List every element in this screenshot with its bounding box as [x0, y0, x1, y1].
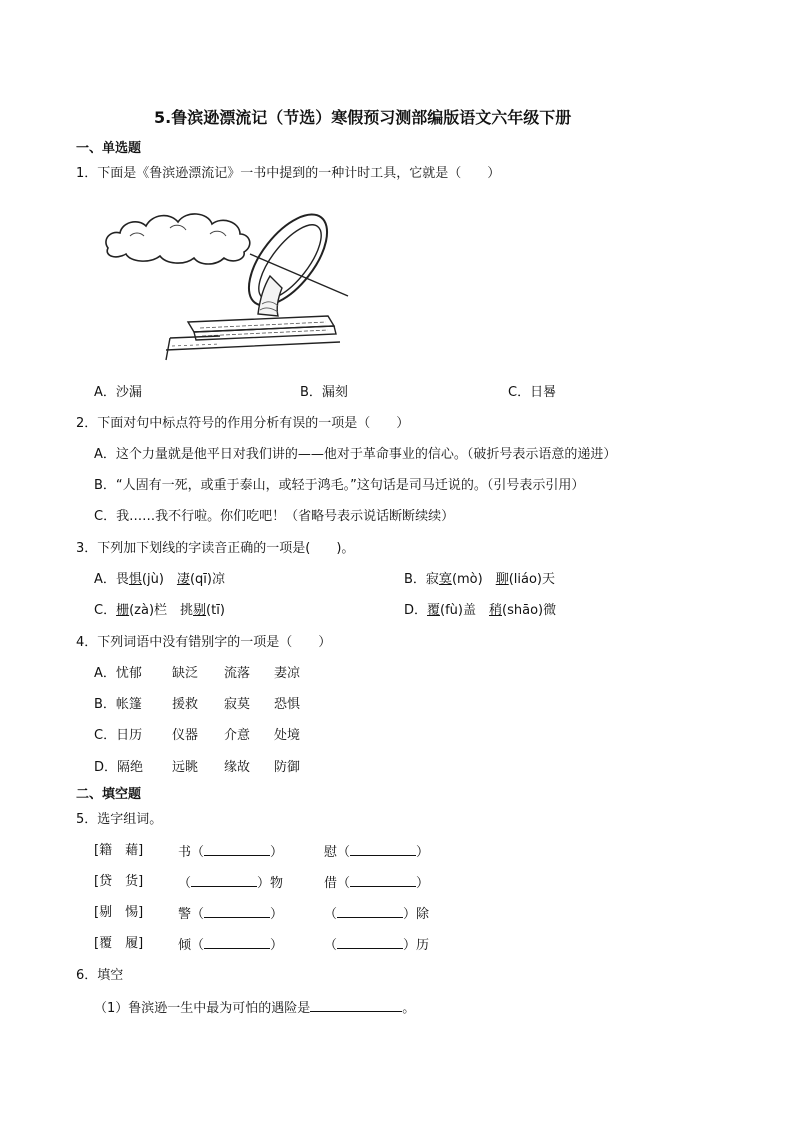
answer-blank[interactable]: [191, 874, 257, 887]
answer-blank[interactable]: [310, 999, 402, 1012]
question-1-option-c: C．日晷: [508, 385, 557, 400]
question-2-option-b: B．“人固有一死，或重于泰山，或轻于鸿毛。”这句话是司马迁说的。（引号表示引用）: [94, 478, 585, 493]
question-1-option-a: A．沙漏: [94, 385, 142, 400]
cloud-shape: [106, 214, 250, 264]
question-5-stem: 5．选字组词。: [76, 812, 163, 827]
question-3-option-a: A．畏惧(jù) 凄(qī)凉: [94, 572, 225, 587]
question-3-option-d: D．覆(fù)盖 稍(shāo)微: [404, 603, 557, 618]
section-heading-fill-blank: 二、填空题: [76, 787, 142, 802]
answer-blank[interactable]: [204, 936, 270, 949]
question-6-item-1: （1）鲁滨逊一生中最为可怕的遇险是 。: [94, 1001, 416, 1016]
answer-blank[interactable]: [204, 843, 270, 856]
question-2-stem: 2．下面对句中标点符号的作用分析有误的一项是（ ）: [76, 416, 410, 431]
answer-blank[interactable]: [337, 905, 403, 918]
answer-blank[interactable]: [350, 843, 416, 856]
question-2-option-a: A．这个力量就是他平日对我们讲的——他对于革命事业的信心。（破折号表示语意的递进）: [94, 447, 617, 462]
question-3-stem: 3．下列加下划线的字读音正确的一项是( )。: [76, 541, 355, 556]
question-4-stem: 4．下列词语中没有错别字的一项是（ ）: [76, 635, 332, 650]
answer-blank[interactable]: [350, 874, 416, 887]
page-title: 5.鲁滨逊漂流记（节选）寒假预习测部编版语文六年级下册: [154, 108, 572, 127]
section-heading-single-choice: 一、单选题: [76, 141, 142, 156]
question-2-option-c: C．我……我不行啦。你们吃吧！（省略号表示说话断断续续）: [94, 509, 455, 524]
answer-blank[interactable]: [204, 905, 270, 918]
sundial-illustration: [100, 200, 352, 362]
answer-blank[interactable]: [337, 936, 403, 949]
question-3-option-b: B．寂寞(mò) 聊(liáo)天: [404, 572, 556, 587]
question-6-stem: 6．填空: [76, 968, 124, 983]
question-1-stem: 1．下面是《鲁滨逊漂流记》一书中提到的一种计时工具，它就是（ ）: [76, 166, 501, 181]
question-1-option-b: B．漏刻: [300, 385, 348, 400]
question-3-option-c: C．栅(zà)栏 挑剔(tī): [94, 603, 225, 618]
